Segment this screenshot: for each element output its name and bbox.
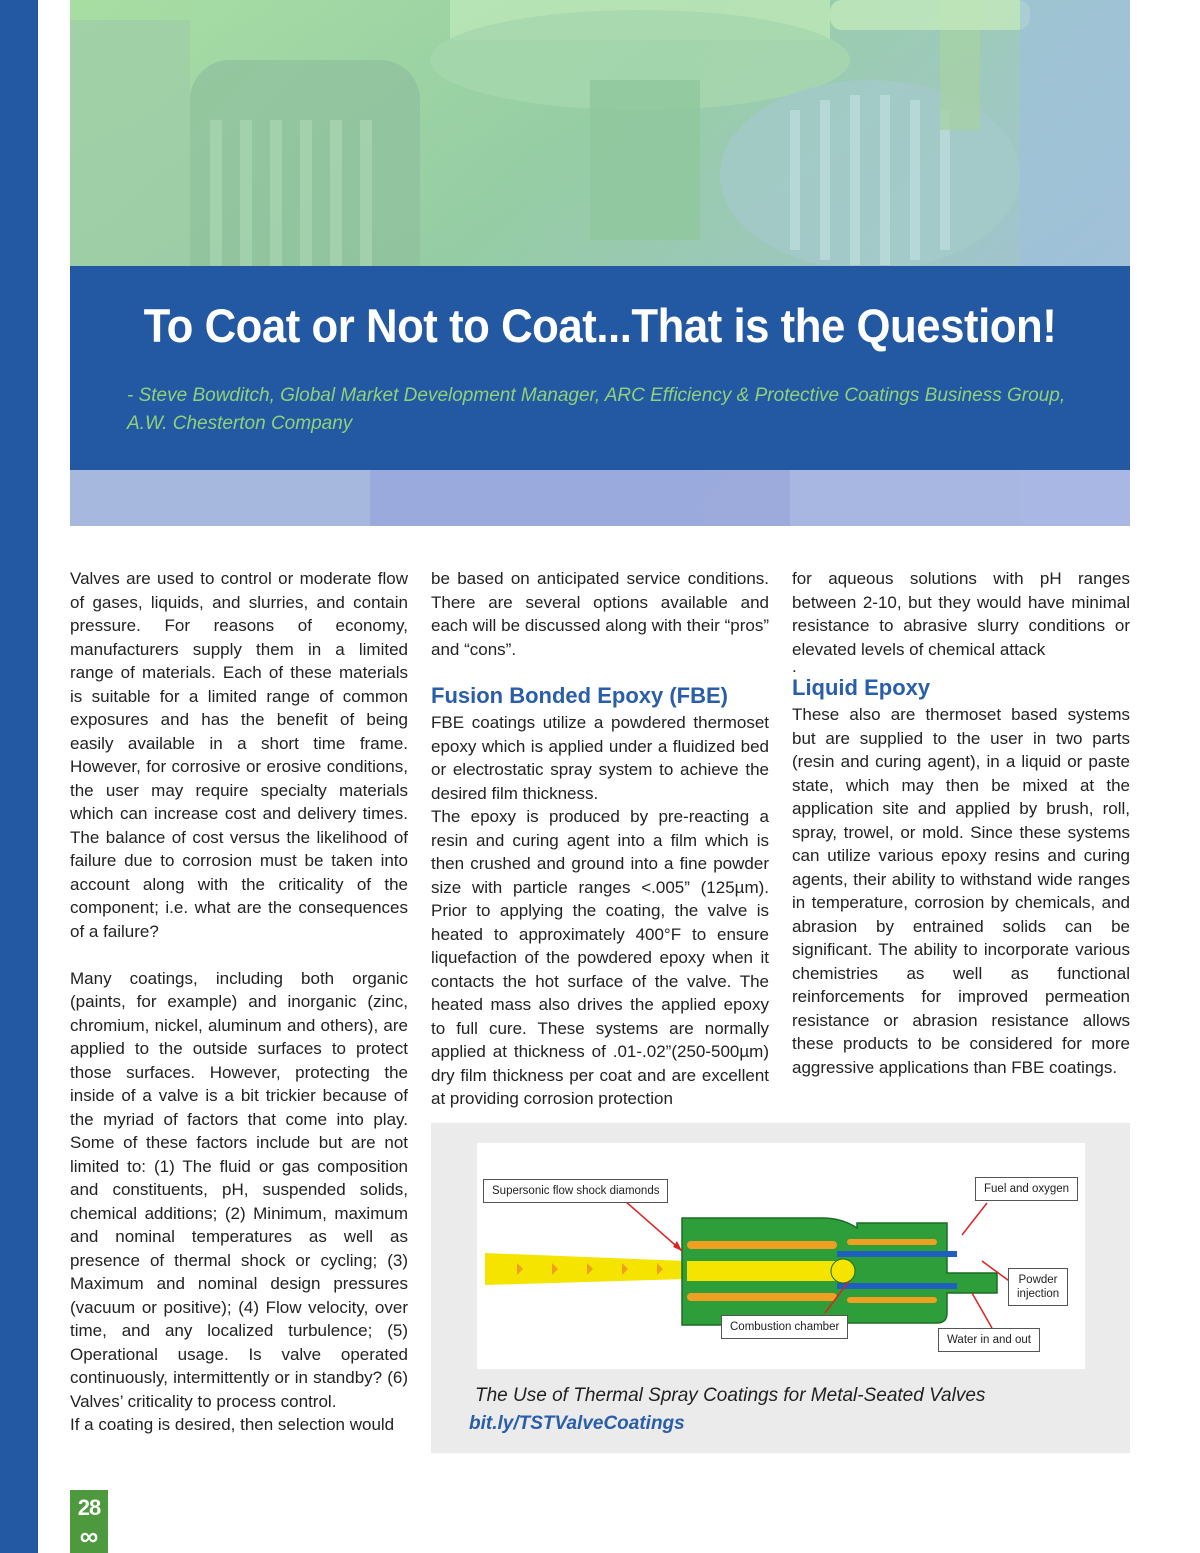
col1-paragraph-3: If a coating is desired, then selection would: [70, 1415, 395, 1434]
thermal-spray-diagram: [477, 1143, 1085, 1369]
col2-paragraph-1: be based on anticipated service conditions. There are several options available and each will be discussed along with their “pros” and “cons”.: [431, 569, 769, 659]
article-byline: [127, 382, 1087, 438]
label-shock-diamonds: Supersonic flow shock diamonds: [483, 1179, 668, 1203]
label-powder-injection: Powder injection: [1008, 1268, 1068, 1306]
figure-link[interactable]: bit.ly/TSTValveCoatings: [469, 1413, 685, 1434]
fbe-heading: Fusion Bonded Epoxy (FBE): [431, 683, 728, 708]
col3-paragraph-2: These also are thermoset based systems but are supplied to the user in two parts (resin and curing agent), in a liquid or paste state, which may then be mixed at the application site and applied by brush, roll, spray, trowel, or mold. Since these systems can utilize various epoxy resins and curing agents, their ability to withstand wide ranges in temperature, corrosion by chemicals, and abrasion by entrained solids can be significant. The ability to incorporate various chemistries as well as functional reinforcements for improved permeation resistance or abrasion resistance allows these products to be considered for more aggressive applications than FBE coatings.: [792, 705, 1130, 1077]
title-band: [70, 266, 1130, 470]
label-water: Water in and out: [938, 1328, 1040, 1352]
col3-paragraph-1: for aqueous solutions with pH ranges between 2-10, but they would have minimal resistance to abrasive slurry conditions or elevated levels of chemical attack: [792, 569, 1130, 659]
left-accent-bar: [0, 0, 38, 1553]
infinity-icon: ∞: [79, 1521, 99, 1551]
col2-paragraph-3: The epoxy is produced by pre-reacting a resin and curing agent into a film which is then crushed and ground into a fine powder size with particle ranges <.005” (125µm). Prior to applying the coating, the valve is heated to approximately 400°F to ensure liquefaction of the powdered epoxy when it contacts the hot surface of the valve. The heated mass also drives the applied epoxy to full cure. These systems are normally applied at thickness of .01-.02”(250-500µm) dry film thickness per coat and are excellent at providing corrosion protection: [431, 807, 769, 1108]
column-3: [792, 567, 1130, 1079]
article-title: To Coat or Not to Coat...That is the Question!: [143, 299, 1057, 352]
col1-paragraph-2: Many coatings, including both organic (paints, for example) and inorganic (zinc, chromium, nickel, aluminum and others), are applied to the outside surfaces to protect those surfaces. However, protecting the inside of a valve is a bit trickier because of the myriad of factors that come into play. Some of these factors include but are not limited to: (1) The fluid or gas composition and constituents, pH, suspended solids, chemical additions; (2) Minimum, maximum and nominal temperatures as well as presence of thermal shock or cycling; (3) Maximum and nominal design pressures (vacuum or positive); (4) Flow velocity, over time, and any localized turbulence; (5) Operational usage. Is valve operated continuously, intermittently or in standby? (6) Valves’ criticality to process control.: [70, 968, 408, 1411]
col2-paragraph-2: FBE coatings utilize a powdered thermoset epoxy which is applied under a fluidized bed or electrostatic spray system to achieve the desired film thickness.: [431, 713, 769, 803]
liquid-epoxy-heading: Liquid Epoxy: [792, 675, 931, 700]
page-number-badge: [70, 1490, 108, 1553]
byline-line-1: - Steve Bowditch, Global Market Development Manager, ARC Efficiency & Protective Coatings Business Group,: [127, 385, 1066, 406]
column-2: [431, 567, 769, 1111]
col3-dot: .: [792, 657, 797, 676]
byline-line-2: A.W. Chesterton Company: [127, 413, 353, 434]
page-number: 28: [77, 1495, 101, 1520]
label-fuel-oxygen: Fuel and oxygen: [975, 1177, 1078, 1201]
col1-paragraph-1: Valves are used to control or moderate flow of gases, liquids, and slurries, and contain pressure. For reasons of economy, manufacturers supply them in a limited range of materials. Each of these materials is suitable for a limited range of common exposures and has the benefit of being easily available in a short time frame. However, for corrosive or erosive conditions, the user may require specialty materials which can increase cost and delivery times. The balance of cost versus the likelihood of failure due to corrosion must be taken into account along with the criticality of the component; i.e. what are the consequences of a failure?: [70, 569, 408, 941]
label-combustion-chamber: Combustion chamber: [721, 1315, 848, 1339]
figure-caption: The Use of Thermal Spray Coatings for Metal-Seated Valves: [475, 1385, 986, 1406]
column-1: [70, 567, 408, 1437]
